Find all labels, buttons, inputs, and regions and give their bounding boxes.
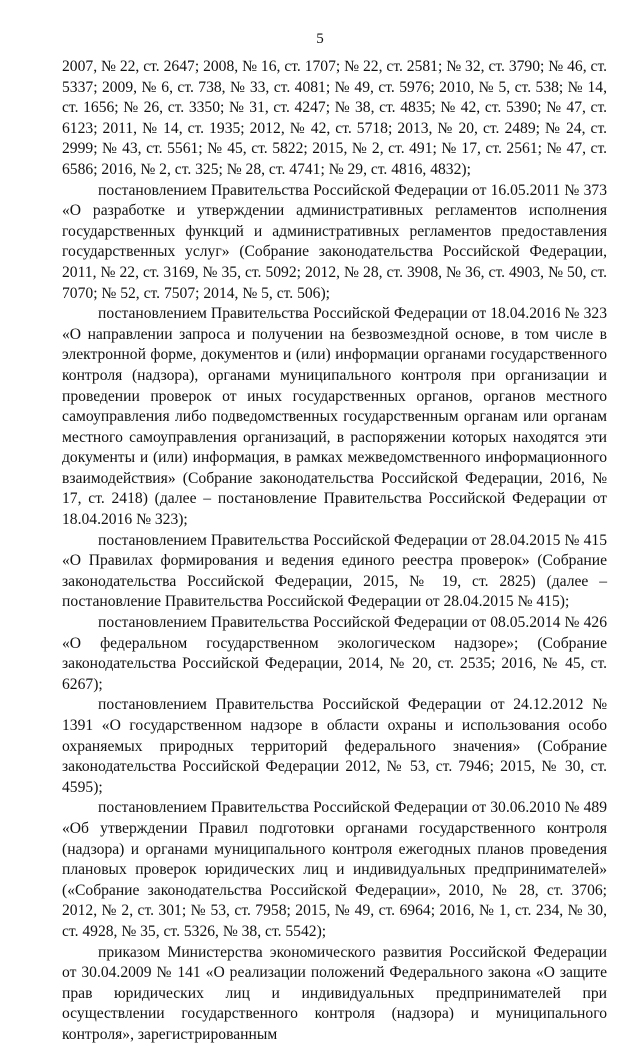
document-body — [62, 57, 607, 1046]
paragraph-citations-continued: 2007, № 22, ст. 2647; 2008, № 16, ст. 1707; № 22, ст. 2581; № 32, ст. 3790; № 46, ст. 5337; 2009, № 6, ст. 738, № 33, ст. 4081; № 49, ст. 5976; 2010, № 5, ст. 538; № 14, ст. 1656; № 26, ст. 3350; № 31, ст. 4247; № 38, ст. 4835; № 42, ст. 5390; № 47, ст. 6123; 2011, № 14, ст. 1935; 2012, № 42, ст. 5718; 2013, № 20, ст. 2489; № 24, ст. 2999; № 43, ст. 5561; № 45, ст. 5822; 2015, № 2, ст. 491; № 17, ст. 2561; № 47, ст. 6586; 2016, № 2, ст. 325; № 28, ст. 4741; № 29, ст. 4816, 4832); — [62, 58, 607, 178]
paragraph-resolution-415: постановлением Правительства Российской Федерации от 28.04.2015 № 415 «О Правилах формирования и ведения единого реестра проверок» (Собрание законодательства Российской Федерации, 2015, № 19, ст. 2825) (далее – постановление Правительства Российской Федерации от 28.04.2015 № 415); — [62, 531, 607, 611]
paragraph-resolution-373: постановлением Правительства Российской Федерации от 16.05.2011 № 373 «О разработке и утверждении административных регламентов исполнения государственных функций и административных регламентов предоставления государственных услуг» (Собрание законодательства Российской Федерации, 2011, № 22, ст. 3169, № 35, ст. 5092; 2012, № 28, ст. 3908, № 36, ст. 4903, № 50, ст. 7070; № 52, ст. 7507; 2014, № 5, ст. 506); — [62, 181, 607, 302]
page-number: 5 — [316, 31, 324, 47]
paragraph-order-141: приказом Министерства экономического развития Российской Федерации от 30.04.2009 № 141 «О реализации положений Федерального закона «О защите прав юридических лиц и индивидуальных предпринимателей при осуществлении государственного контроля (надзора) и муниципального контроля», зарегистрированным — [62, 943, 607, 1043]
paragraph-resolution-426: постановлением Правительства Российской Федерации от 08.05.2014 № 426 «О федеральном государственном экологическом надзоре»; (Собрание законодательства Российской Федерации, 2014, № 20, ст. 2535; 2016, № 45, ст. 6267); — [62, 614, 607, 693]
paragraph-resolution-323: постановлением Правительства Российской Федерации от 18.04.2016 № 323 «О направлении запроса и получении на безвозмездной основе, в том числе в электронной форме, документов и (или) информации органами государственного контроля (надзора), органами муниципального контроля при организации и проведении проверок от иных государственных органов, органов местного самоуправления либо подведомственных государственным органам или органам местного самоуправления организаций, в распоряжении которых находятся эти документы и (или) информация, в рамках межведомственного информационного взаимодействия» (Собрание законодательства Российской Федерации, 2016, № 17, ст. 2418) (далее – постановление Правительства Российской Федерации от 18.04.2016 № 323); — [62, 305, 607, 529]
paragraph-resolution-1391: постановлением Правительства Российской Федерации от 24.12.2012 № 1391 «О государственном надзоре в области охраны и использования особо охраняемых природных территорий федерального значения» (Собрание законодательства Российской Федерации 2012, № 53, ст. 7946; 2015, № 30, ст. 4595); — [62, 696, 607, 796]
paragraph-resolution-489: постановлением Правительства Российской Федерации от 30.06.2010 № 489 «Об утверждении Правил подготовки органами государственного контроля (надзора) и органами муниципального контроля ежегодных планов проведения плановых проверок юридических лиц и индивидуальных предпринимателей» («Собрание законодательства Российской Федерации», 2010, № 28, ст. 3706; 2012, № 2, ст. 301; № 53, ст. 7958; 2015, № 49, ст. 6964; 2016, № 1, ст. 234, № 30, ст. 4928, № 35, ст. 5326, № 38, ст. 5542); — [62, 799, 607, 940]
